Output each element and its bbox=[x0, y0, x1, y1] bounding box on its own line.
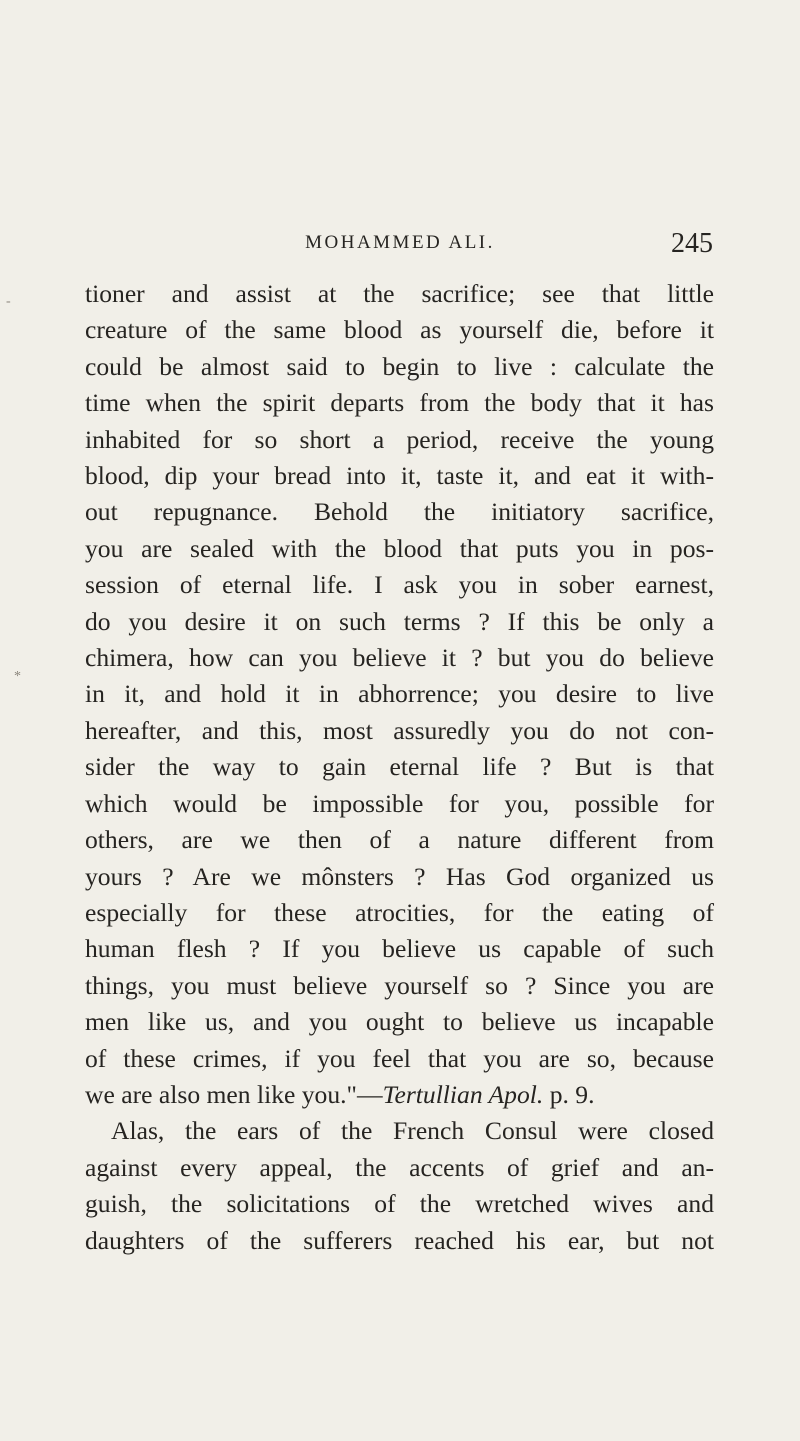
text-line: which would be impossible for you, possible for bbox=[85, 788, 714, 818]
text-line: especially for these atrocities, for the eating of bbox=[85, 897, 714, 927]
margin-mark: - bbox=[6, 294, 11, 309]
text-line: against every appeal, the accents of grief and an- bbox=[85, 1152, 714, 1182]
text-line: guish, the solicitations of the wretched wives and bbox=[85, 1189, 714, 1219]
text-line: men like us, and you ought to believe us incapable bbox=[85, 1007, 714, 1037]
text-line: could be almost said to begin to live : calculate the bbox=[85, 351, 714, 381]
text-line: time when the spirit departs from the body that it has bbox=[85, 388, 714, 418]
citation-page: p. 9. bbox=[543, 1079, 595, 1109]
body-text bbox=[85, 276, 714, 1259]
margin-mark: * bbox=[14, 669, 21, 684]
text-line: human flesh ? If you believe us capable of such bbox=[85, 934, 714, 964]
text-line: in it, and hold it in abhorrence; you desire to live bbox=[85, 679, 714, 709]
running-head-title: MOHAMMED ALI. bbox=[305, 232, 495, 253]
text-line: yours ? Are we mônsters ? Has God organized us bbox=[85, 861, 714, 891]
text-line-with-citation bbox=[85, 1077, 714, 1113]
text-line: chimera, how can you believe it ? but you do believe bbox=[85, 643, 714, 673]
text-line: of these crimes, if you feel that you are so, because bbox=[85, 1043, 714, 1073]
page-number: 245 bbox=[671, 228, 713, 259]
citation-title: Tertullian Apol. bbox=[382, 1079, 544, 1109]
text-line: tioner and assist at the sacrifice; see that little bbox=[85, 279, 714, 308]
text-line: blood, dip your bread into it, taste it, and eat it with- bbox=[85, 461, 714, 491]
text-line: you are sealed with the blood that puts you in pos- bbox=[85, 533, 714, 563]
text-line: things, you must believe yourself so ? Since you are bbox=[85, 970, 714, 1000]
text-line: daughters of the sufferers reached his ear, but not bbox=[85, 1225, 714, 1255]
text-line: session of eternal life. I ask you in sober earnest, bbox=[85, 570, 714, 600]
text-line: out repugnance. Behold the initiatory sacrifice, bbox=[85, 497, 714, 527]
text-line: inhabited for so short a period, receive the young bbox=[85, 424, 714, 454]
quote-ending: we are also men like you."— bbox=[85, 1079, 383, 1109]
text-line: sider the way to gain eternal life ? But is that bbox=[85, 752, 714, 782]
text-line: others, are we then of a nature different from bbox=[85, 825, 714, 855]
text-line: hereafter, and this, most assuredly you do not con- bbox=[85, 715, 714, 745]
text-line: do you desire it on such terms ? If this be only a bbox=[85, 606, 714, 636]
running-head bbox=[0, 228, 800, 268]
text-line: Alas, the ears of the French Consul were closed bbox=[111, 1116, 714, 1146]
text-line: creature of the same blood as yourself die, before it bbox=[85, 315, 714, 345]
